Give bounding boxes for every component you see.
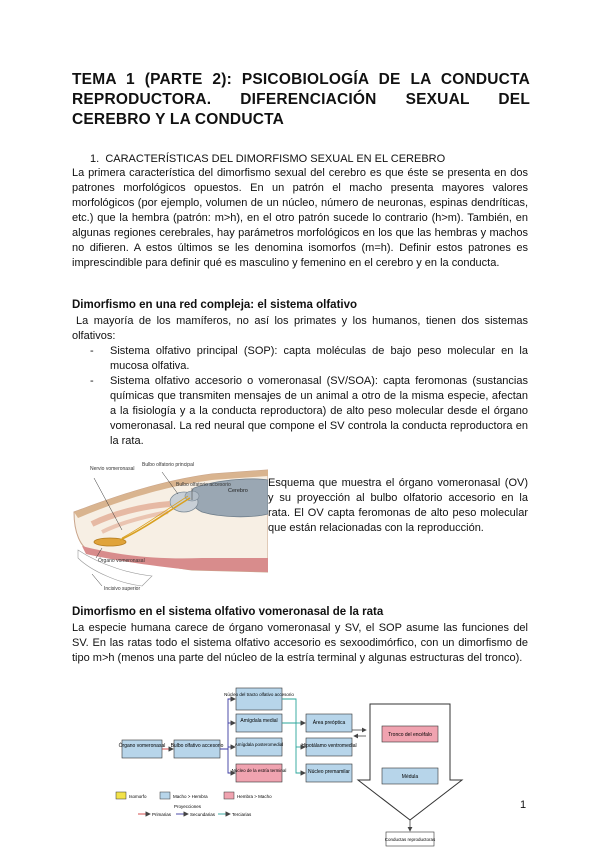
text-organo: Órgano vomeronasal: [118, 743, 166, 749]
text-amigdala-post: Amígdala posteromedial: [234, 742, 284, 747]
descending-arrow: [358, 704, 462, 820]
text-nucleo-tracto: Núcleo del tracto olfativo accesorio: [224, 692, 294, 697]
section1-paragraph: La primera característica del dimorfismo sexual del cerebro es que éste se presenta en dos patrones morfológicos opuestos. En un patrón el macho presenta mayores valores morfológicos (por ejemplo, volumen de un núcleo, número de neuronas, espinas dendríticas, etc.) que la hembra (patrón: m>h), en el otro patrón sucede lo contrario (h>m). También, en algunas regiones cerebrales, hay parámetros morfológicos en los que las hembras y machos no difieren. A estos últimos se les denomina isomorfos (m=h). Definir estos patrones es imprescindible para definir qué es masculino y femenino en el cerebro y en la conducta.: [72, 167, 528, 269]
legend-primarias: Primarias: [152, 812, 172, 817]
page-title: TEMA 1 (PARTE 2): PSICOBIOLOGÍA DE LA CONDUCTA REPRODUCTORA. DIFERENCIACIÓN SEXUAL DEL CEREBRO Y LA CONDUCTA: [72, 71, 530, 128]
section3-paragraph: La especie humana carece de órgano vomeronasal y SV, el SOP asume las funciones del SV. En las ratas todo el sistema olfativo accesorio es sexoodimórfico, con un dimorfismo de tipo m>h (menos una parte del núcleo de la estría terminal y algunas estructuras del tronco).: [72, 622, 528, 664]
legend-swatch-hembra: [224, 792, 234, 799]
legend-macho-hembra: Macho > Hembra: [173, 794, 208, 799]
page-number: 1: [520, 799, 527, 811]
label-bulbo-accesorio: Bulbo olfatorio accesorio: [176, 482, 231, 488]
list-item: - Sistema olfativo accesorio o vomeronasal (SV/SOA): capta feromonas (sustancias químicas que transmiten mensajes de un animal a otro de la misma especie, afectan a la fisiología y a la conducta reproductora) de alto peso molecular desde el órgano vomeronasal. La red neural que compone el SV controla la conducta reproductora en la rata.: [90, 374, 528, 449]
legend-swatch-macho: [160, 792, 170, 799]
text-tronco: Tronco del encéfalo: [388, 732, 432, 738]
legend-swatch-isomorfo: [116, 792, 126, 799]
text-conductas: Conductas reproductoras: [384, 837, 436, 842]
section-heading-1: [90, 152, 445, 167]
section2-heading: Dimorfismo en una red compleja: el sistema olfativo: [72, 299, 358, 311]
figure-caption: Esquema que muestra el órgano vomeronasal (OV) y su proyección al bulbo olfatorio accesorio en la rata. El OV capta feromonas de alto peso molecular que están relacionadas con la reproducción.: [268, 477, 528, 534]
text-hipotalamo: Hipotálamo ventromedial: [301, 743, 357, 749]
box-amigdala-post: [236, 738, 282, 756]
text-amigdala-medial: Amígdala medial: [240, 718, 278, 724]
section3-heading: Dimorfismo en el sistema olfativo vomeronasal de la rata: [72, 606, 384, 618]
olfactory-systems-list: [90, 344, 528, 449]
vomeronasal-figure: [72, 462, 268, 594]
legend-hembra-macho: Hembra > Macho: [237, 794, 272, 799]
legend-terciarias: Terciarias: [232, 812, 252, 817]
label-cerebro: Cerebro: [228, 488, 248, 494]
text-area-preoptica: Área preóptica: [312, 720, 346, 726]
list-item: - Sistema olfativo principal (SOP): capta moléculas de bajo peso molecular en la mucosa olfativa.: [90, 344, 528, 374]
text-bulbo: Bulbo olfativo accesorio: [170, 743, 224, 749]
section-number: 1.: [90, 153, 100, 165]
label-bulbo-principal: Bulbo olfatorio principal: [142, 462, 194, 468]
legend-secundarias: Secundarias: [190, 812, 216, 817]
label-organo: Órgano vomeronasal: [98, 558, 145, 564]
legend-isomorfo: Isomorfo: [129, 794, 147, 799]
box-nucleo-estria: [236, 764, 282, 782]
section-title: CARACTERÍSTICAS DEL DIMORFISMO SEXUAL EN EL CEREBRO: [105, 153, 446, 165]
legend-proyecciones: Proyecciones: [174, 804, 202, 809]
label-incisivo: Incisivo superior: [104, 586, 141, 592]
text-nucleo-estria: Núcleo de la estría terminal: [231, 768, 287, 773]
text-medula: Médula: [401, 774, 419, 780]
text-premamilar: Núcleo premamilar: [308, 769, 350, 775]
section2-intro: La mayoría de los mamíferos, no así los primates y los humanos, tienen dos sistemas olfativos:: [72, 315, 528, 342]
vomeronasal-flow-diagram: [110, 684, 480, 848]
label-nervio: Nervio vomeronasal: [90, 466, 135, 472]
